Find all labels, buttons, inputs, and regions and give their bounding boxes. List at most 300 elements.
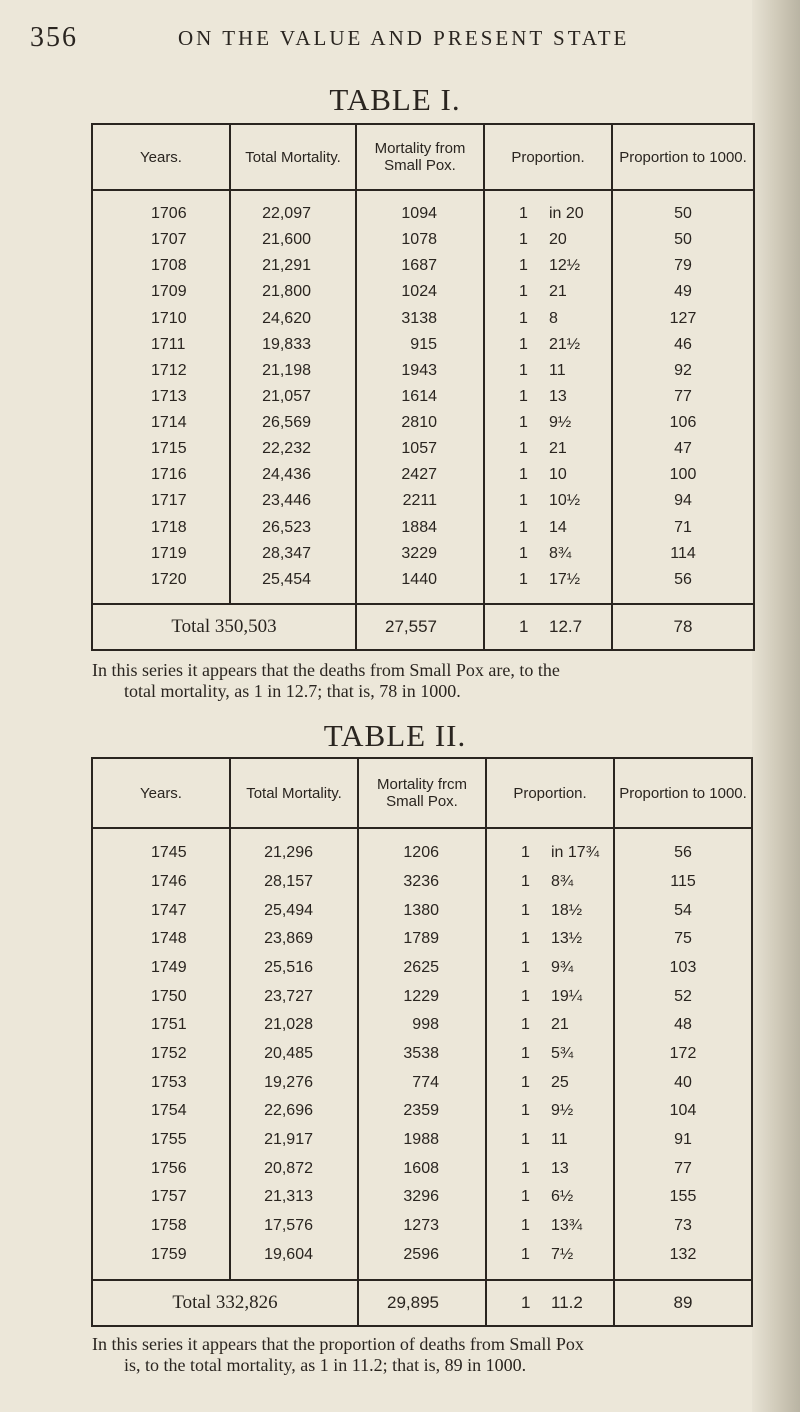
header-proportion-1000: Proportion to 1000.: [614, 758, 752, 828]
proportion-one: 1: [521, 1188, 530, 1206]
header-proportion: Proportion.: [484, 124, 612, 190]
total-mortality-cell: 21,917: [230, 1126, 358, 1155]
total-mortality-cell: 21,313: [230, 1183, 358, 1212]
spacer-cell: [230, 1269, 358, 1280]
spacer-row: [92, 593, 754, 604]
smallpox-cell: 2427: [356, 462, 484, 488]
table-row: [92, 1212, 752, 1241]
proportion-value: 6½: [551, 1188, 574, 1206]
proportion-one: 1: [521, 1293, 531, 1312]
proportion-cell: [486, 982, 614, 1011]
year-cell: 1756: [151, 1159, 187, 1177]
smallpox-cell: 1229: [358, 982, 486, 1011]
proportion-cell: [486, 1154, 614, 1183]
proportion-cell: [484, 515, 612, 541]
smallpox-cell: 998: [358, 1011, 486, 1040]
smallpox-cell: 3538: [358, 1040, 486, 1069]
spacer-cell: [230, 828, 358, 839]
table-row: [92, 384, 754, 410]
proportion-one: 1: [521, 844, 530, 862]
table-row: [92, 410, 754, 436]
proportion-one: 1: [519, 387, 528, 405]
header-smallpox-mortality: Mortality frcm Small Pox.: [358, 758, 486, 828]
total-mortality-cell: 19,604: [230, 1240, 358, 1269]
year-cell: 1748: [151, 930, 187, 948]
spacer-cell: [614, 1269, 752, 1280]
smallpox-cell: 1206: [358, 839, 486, 868]
proportion-value: 13½: [551, 930, 583, 948]
year-cell: 1719: [151, 544, 187, 562]
proportion-value: 12.7: [549, 617, 583, 636]
smallpox-cell: 2625: [358, 954, 486, 983]
total-mortality-cell: 20,485: [230, 1040, 358, 1069]
smallpox-cell: 1273: [358, 1212, 486, 1241]
table-row: [92, 1011, 752, 1040]
total-mortality-cell: 20,872: [230, 1154, 358, 1183]
smallpox-cell: 2359: [358, 1097, 486, 1126]
year-cell: 1718: [151, 518, 187, 536]
spacer-cell: [230, 593, 356, 604]
smallpox-cell: 915: [356, 332, 484, 358]
total-mortality-cell: 28,347: [230, 541, 356, 567]
year-cell: 1755: [151, 1130, 187, 1148]
proportion-one: 1: [521, 872, 530, 890]
table2-note: [92, 1334, 752, 1376]
header-total-mortality: Total Mortality.: [230, 758, 358, 828]
year-cell: 1713: [151, 387, 187, 405]
total-mortality-cell: 26,523: [230, 515, 356, 541]
smallpox-cell: 1440: [356, 567, 484, 593]
total-mortality-cell: 23,446: [230, 488, 356, 514]
page-number: 356: [30, 22, 78, 53]
per-thousand-cell: 132: [614, 1240, 752, 1269]
proportion-value: 12½: [549, 257, 581, 275]
year-cell: 1710: [151, 309, 187, 327]
table-row: [92, 436, 754, 462]
spacer-row: [92, 190, 754, 201]
year-cell: 1747: [151, 901, 187, 919]
proportion-value: 25: [551, 1073, 569, 1091]
proportion-cell: [486, 868, 614, 897]
per-thousand-cell: 104: [614, 1097, 752, 1126]
table2-header-row: [92, 758, 752, 828]
per-thousand-cell: 52: [614, 982, 752, 1011]
total-mortality-cell: 21,198: [230, 358, 356, 384]
per-thousand-cell: 48: [614, 1011, 752, 1040]
smallpox-cell: 1380: [358, 896, 486, 925]
proportion-value: 21: [549, 283, 567, 301]
proportion-cell: [486, 954, 614, 983]
table-row: [92, 954, 752, 983]
year-cell: 1714: [151, 414, 187, 432]
note-line: is, to the total mortality, as 1 in 11.2; that is, 89 in 1000.: [124, 1355, 527, 1375]
total-mortality-cell: 21,296: [230, 839, 358, 868]
table-row: [92, 201, 754, 227]
per-thousand-cell: 103: [614, 954, 752, 983]
table-row: [92, 1097, 752, 1126]
proportion-cell: [484, 253, 612, 279]
proportion-one: 1: [519, 283, 528, 301]
year-cell: 1717: [151, 492, 187, 510]
per-thousand-cell: 50: [612, 227, 754, 253]
total-label: Total 350,503: [92, 604, 356, 650]
year-cell: 1754: [151, 1102, 187, 1120]
note-line: total mortality, as 1 in 12.7; that is, 78 in 1000.: [124, 681, 461, 701]
total-mortality-cell: 23,869: [230, 925, 358, 954]
smallpox-cell: 1988: [358, 1126, 486, 1155]
total-mortality-cell: 26,569: [230, 410, 356, 436]
per-thousand-cell: 56: [612, 567, 754, 593]
table-row: [92, 541, 754, 567]
total-mortality-cell: 21,600: [230, 227, 356, 253]
table-row: [92, 1154, 752, 1183]
year-cell: 1706: [151, 205, 187, 223]
per-thousand-cell: 115: [614, 868, 752, 897]
proportion-value: 11: [549, 361, 566, 379]
total-mortality-cell: 22,097: [230, 201, 356, 227]
total-per-thousand: 78: [612, 604, 754, 650]
proportion-one: 1: [519, 544, 528, 562]
per-thousand-cell: 50: [612, 201, 754, 227]
year-cell: 1751: [151, 1016, 187, 1034]
running-head: [30, 22, 730, 62]
smallpox-cell: 774: [358, 1068, 486, 1097]
proportion-one: 1: [521, 930, 530, 948]
table-row: [92, 1183, 752, 1212]
total-mortality-cell: 25,494: [230, 896, 358, 925]
proportion-cell: [484, 358, 612, 384]
proportion-cell: [484, 384, 612, 410]
table1-note: [92, 660, 752, 702]
smallpox-cell: 3138: [356, 306, 484, 332]
table1: [91, 123, 755, 651]
total-mortality-cell: 25,516: [230, 954, 358, 983]
total-mortality-cell: 19,276: [230, 1068, 358, 1097]
per-thousand-cell: 73: [614, 1212, 752, 1241]
table-row: [92, 567, 754, 593]
proportion-cell: [484, 488, 612, 514]
table-row: [92, 306, 754, 332]
smallpox-cell: 2211: [356, 488, 484, 514]
total-proportion: [486, 1280, 614, 1326]
per-thousand-cell: 79: [612, 253, 754, 279]
year-cell: 1720: [151, 570, 187, 588]
smallpox-cell: 2596: [358, 1240, 486, 1269]
proportion-cell: [486, 1097, 614, 1126]
year-cell: 1750: [151, 987, 187, 1005]
proportion-value: 19¼: [551, 987, 583, 1005]
table-row: [92, 1126, 752, 1155]
table1-header-row: [92, 124, 754, 190]
per-thousand-cell: 94: [612, 488, 754, 514]
per-thousand-cell: 40: [614, 1068, 752, 1097]
year-cell: 1757: [151, 1188, 187, 1206]
proportion-value: 13: [551, 1159, 569, 1177]
total-mortality-cell: 22,232: [230, 436, 356, 462]
smallpox-cell: 1608: [358, 1154, 486, 1183]
year-cell: 1715: [151, 440, 187, 458]
note-line: In this series it appears that the proportion of deaths from Small Pox: [92, 1334, 584, 1354]
total-mortality-cell: 24,436: [230, 462, 356, 488]
proportion-value: 21½: [549, 335, 581, 353]
proportion-one: 1: [519, 414, 528, 432]
per-thousand-cell: 100: [612, 462, 754, 488]
proportion-cell: [486, 839, 614, 868]
proportion-value: 17½: [549, 570, 581, 588]
table-row: [92, 1240, 752, 1269]
proportion-cell: [486, 1011, 614, 1040]
smallpox-cell: 1024: [356, 279, 484, 305]
proportion-cell: [486, 1040, 614, 1069]
table1-title: TABLE I.: [329, 82, 461, 117]
smallpox-cell: 1943: [356, 358, 484, 384]
proportion-cell: [484, 201, 612, 227]
total-mortality-cell: 17,576: [230, 1212, 358, 1241]
table-row: [92, 1040, 752, 1069]
spacer-cell: [92, 593, 230, 604]
table-row: [92, 515, 754, 541]
proportion-one: 1: [521, 1245, 530, 1263]
page-edge: [752, 0, 800, 1412]
per-thousand-cell: 127: [612, 306, 754, 332]
table-row: [92, 1068, 752, 1097]
proportion-value: 14: [549, 518, 567, 536]
total-mortality-cell: 21,800: [230, 279, 356, 305]
spacer-cell: [484, 190, 612, 201]
per-thousand-cell: 106: [612, 410, 754, 436]
spacer-row: [92, 1269, 752, 1280]
total-row: [92, 1280, 752, 1326]
proportion-one: 1: [519, 361, 528, 379]
proportion-one: 1: [519, 231, 528, 249]
total-row: [92, 604, 754, 650]
spacer-cell: [92, 1269, 230, 1280]
spacer-cell: [486, 828, 614, 839]
year-cell: 1745: [151, 844, 187, 862]
total-mortality-cell: 22,696: [230, 1097, 358, 1126]
proportion-value: 8: [549, 309, 558, 327]
proportion-cell: [486, 1212, 614, 1241]
spacer-cell: [484, 593, 612, 604]
total-label: Total 332,826: [92, 1280, 358, 1326]
proportion-value: 7½: [551, 1245, 574, 1263]
smallpox-cell: 2810: [356, 410, 484, 436]
proportion-cell: [484, 410, 612, 436]
smallpox-cell: 1057: [356, 436, 484, 462]
smallpox-cell: 3236: [358, 868, 486, 897]
proportion-value: 9½: [549, 414, 572, 432]
year-cell: 1753: [151, 1073, 187, 1091]
proportion-value: 10: [549, 466, 567, 484]
per-thousand-cell: 77: [612, 384, 754, 410]
proportion-one: 1: [519, 570, 528, 588]
smallpox-cell: 3229: [356, 541, 484, 567]
proportion-value: 21: [551, 1016, 569, 1034]
spacer-cell: [358, 828, 486, 839]
proportion-cell: [484, 541, 612, 567]
smallpox-cell: 1078: [356, 227, 484, 253]
smallpox-cell: 3296: [358, 1183, 486, 1212]
proportion-value: 8¾: [549, 544, 572, 562]
spacer-cell: [612, 593, 754, 604]
smallpox-cell: 1094: [356, 201, 484, 227]
proportion-value: 8¾: [551, 872, 574, 890]
total-mortality-cell: 19,833: [230, 332, 356, 358]
proportion-value: 11.2: [551, 1293, 583, 1312]
year-cell: 1752: [151, 1044, 187, 1062]
per-thousand-cell: 49: [612, 279, 754, 305]
proportion-cell: [486, 925, 614, 954]
spacer-cell: [486, 1269, 614, 1280]
total-mortality-cell: 25,454: [230, 567, 356, 593]
smallpox-cell: 1687: [356, 253, 484, 279]
per-thousand-cell: 172: [614, 1040, 752, 1069]
year-cell: 1758: [151, 1216, 187, 1234]
proportion-value: 5¾: [551, 1044, 574, 1062]
table-row: [92, 868, 752, 897]
per-thousand-cell: 155: [614, 1183, 752, 1212]
proportion-one: 1: [521, 1102, 530, 1120]
year-cell: 1709: [151, 283, 187, 301]
proportion-value: in 17¾: [551, 844, 600, 862]
total-per-thousand: 89: [614, 1280, 752, 1326]
year-cell: 1759: [151, 1245, 187, 1263]
per-thousand-cell: 77: [614, 1154, 752, 1183]
year-cell: 1749: [151, 958, 187, 976]
per-thousand-cell: 54: [614, 896, 752, 925]
year-cell: 1707: [151, 231, 187, 249]
total-smallpox: 27,557: [356, 604, 484, 650]
per-thousand-cell: 71: [612, 515, 754, 541]
header-proportion: Proportion.: [486, 758, 614, 828]
per-thousand-cell: 75: [614, 925, 752, 954]
proportion-value: 21: [549, 440, 567, 458]
proportion-value: 13¾: [551, 1216, 583, 1234]
proportion-value: in 20: [549, 205, 584, 223]
total-mortality-cell: 28,157: [230, 868, 358, 897]
proportion-one: 1: [519, 257, 528, 275]
proportion-cell: [486, 1126, 614, 1155]
proportion-cell: [484, 227, 612, 253]
proportion-one: 1: [521, 1016, 530, 1034]
total-mortality-cell: 23,727: [230, 982, 358, 1011]
proportion-one: 1: [521, 1159, 530, 1177]
header-total-mortality: Total Mortality.: [230, 124, 356, 190]
proportion-cell: [486, 1240, 614, 1269]
header-years: Years.: [92, 758, 230, 828]
year-cell: 1746: [151, 872, 187, 890]
spacer-cell: [92, 828, 230, 839]
proportion-cell: [486, 1068, 614, 1097]
table-row: [92, 896, 752, 925]
proportion-cell: [484, 332, 612, 358]
proportion-one: 1: [519, 205, 528, 223]
header-smallpox-mortality: Mortality from Small Pox.: [356, 124, 484, 190]
per-thousand-cell: 91: [614, 1126, 752, 1155]
proportion-one: 1: [521, 1216, 530, 1234]
proportion-cell: [484, 306, 612, 332]
total-mortality-cell: 21,028: [230, 1011, 358, 1040]
proportion-one: 1: [519, 518, 528, 536]
per-thousand-cell: 92: [612, 358, 754, 384]
total-mortality-cell: 21,291: [230, 253, 356, 279]
table-row: [92, 279, 754, 305]
table-row: [92, 462, 754, 488]
table-row: [92, 839, 752, 868]
proportion-one: 1: [521, 958, 530, 976]
table-row: [92, 332, 754, 358]
proportion-one: 1: [519, 617, 529, 636]
total-proportion: [484, 604, 612, 650]
spacer-cell: [612, 190, 754, 201]
per-thousand-cell: 46: [612, 332, 754, 358]
spacer-cell: [614, 828, 752, 839]
header-proportion-1000: Proportion to 1000.: [612, 124, 754, 190]
table2-title: TABLE II.: [323, 718, 467, 753]
table-row: [92, 227, 754, 253]
proportion-value: 10½: [549, 492, 581, 510]
proportion-cell: [484, 462, 612, 488]
smallpox-cell: 1614: [356, 384, 484, 410]
spacer-row: [92, 828, 752, 839]
proportion-one: 1: [521, 901, 530, 919]
total-smallpox: 29,895: [358, 1280, 486, 1326]
proportion-one: 1: [519, 335, 528, 353]
spacer-cell: [356, 593, 484, 604]
per-thousand-cell: 114: [612, 541, 754, 567]
proportion-cell: [486, 896, 614, 925]
proportion-value: 11: [551, 1130, 568, 1148]
proportion-one: 1: [521, 987, 530, 1005]
year-cell: 1711: [151, 335, 186, 353]
proportion-one: 1: [519, 466, 528, 484]
year-cell: 1716: [151, 466, 187, 484]
proportion-one: 1: [519, 309, 528, 327]
proportion-value: 9½: [551, 1102, 574, 1120]
proportion-cell: [484, 436, 612, 462]
proportion-one: 1: [521, 1073, 530, 1091]
year-cell: 1712: [151, 361, 187, 379]
header-years: Years.: [92, 124, 230, 190]
proportion-value: 13: [549, 387, 567, 405]
table-row: [92, 358, 754, 384]
table2: [91, 757, 753, 1327]
smallpox-cell: 1789: [358, 925, 486, 954]
table-row: [92, 982, 752, 1011]
note-line: In this series it appears that the deaths from Small Pox are, to the: [92, 660, 560, 680]
table-row: [92, 488, 754, 514]
running-title: ON THE VALUE AND PRESENT STATE: [178, 26, 630, 50]
proportion-cell: [484, 279, 612, 305]
spacer-cell: [92, 190, 230, 201]
table-row: [92, 925, 752, 954]
per-thousand-cell: 47: [612, 436, 754, 462]
year-cell: 1708: [151, 257, 187, 275]
total-mortality-cell: 24,620: [230, 306, 356, 332]
proportion-value: 18½: [551, 901, 583, 919]
table-row: [92, 253, 754, 279]
proportion-cell: [486, 1183, 614, 1212]
proportion-value: 20: [549, 231, 567, 249]
proportion-one: 1: [521, 1130, 530, 1148]
proportion-one: 1: [519, 440, 528, 458]
spacer-cell: [358, 1269, 486, 1280]
proportion-value: 9¾: [551, 958, 574, 976]
spacer-cell: [230, 190, 356, 201]
smallpox-cell: 1884: [356, 515, 484, 541]
proportion-cell: [484, 567, 612, 593]
spacer-cell: [356, 190, 484, 201]
